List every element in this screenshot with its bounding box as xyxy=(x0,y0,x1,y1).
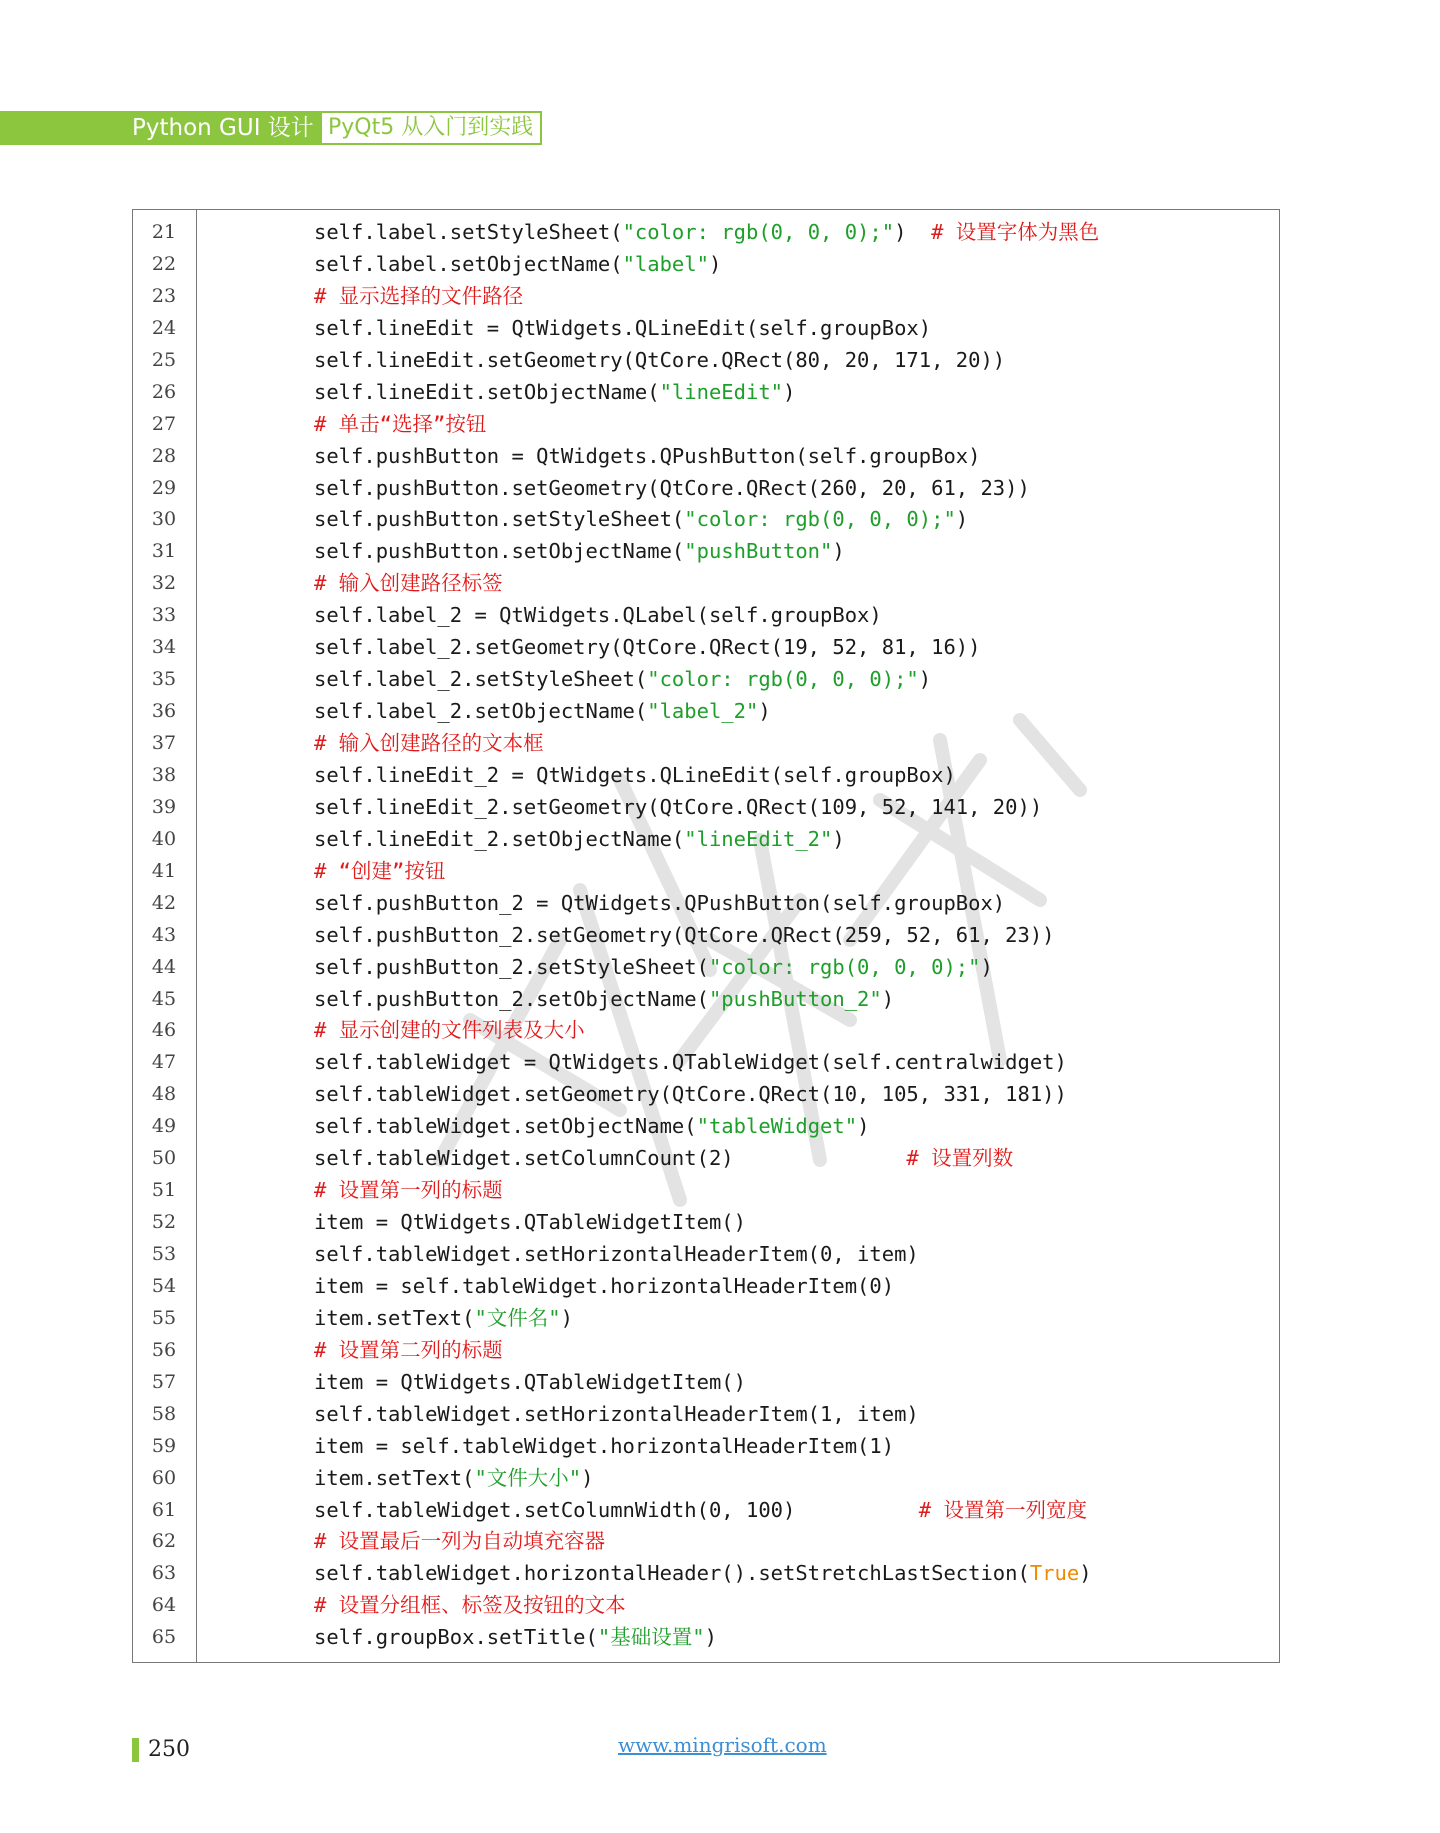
line-number: 38 xyxy=(151,763,177,786)
code-text xyxy=(314,728,544,760)
code-token: self.tableWidget.setColumnWidth(0, 100) xyxy=(314,1497,919,1522)
code-string: "文件大小" xyxy=(474,1465,582,1490)
code-token: self.pushButton_2.setStyleSheet( xyxy=(314,954,709,979)
line-number: 36 xyxy=(151,700,177,723)
code-text xyxy=(314,600,882,632)
code-line xyxy=(132,1111,1280,1143)
code-text xyxy=(314,1590,626,1622)
code-line xyxy=(132,345,1280,377)
line-number: 27 xyxy=(151,412,177,435)
code-token: self.label_2.setObjectName( xyxy=(314,699,648,724)
code-line xyxy=(132,696,1280,728)
code-line xyxy=(132,1303,1280,1335)
code-comment: # 设置分组框、标签及按钮的文本 xyxy=(314,1593,626,1618)
line-number: 60 xyxy=(151,1466,177,1489)
code-text xyxy=(314,345,1005,377)
code-string: "文件名" xyxy=(474,1305,561,1330)
code-line xyxy=(132,1175,1280,1207)
line-number: 26 xyxy=(151,380,177,403)
code-token: self.tableWidget.setHorizontalHeaderItem(1, item) xyxy=(314,1401,919,1426)
code-token: ) xyxy=(758,699,771,724)
code-text xyxy=(314,313,931,345)
code-line xyxy=(132,856,1280,888)
code-text xyxy=(314,568,503,600)
code-token: ) xyxy=(857,1114,870,1139)
code-line xyxy=(132,473,1280,505)
code-string: "label_2" xyxy=(647,699,759,724)
code-line xyxy=(132,409,1280,441)
line-number: 28 xyxy=(151,444,177,467)
code-text xyxy=(314,984,894,1016)
line-number: 32 xyxy=(151,572,177,595)
code-text xyxy=(314,1271,894,1303)
code-line xyxy=(132,377,1280,409)
line-number: 25 xyxy=(151,348,177,371)
code-comment: # 显示选择的文件路径 xyxy=(314,283,524,308)
code-line xyxy=(132,792,1280,824)
line-number: 63 xyxy=(151,1562,177,1585)
code-text xyxy=(314,1111,869,1143)
code-token: item.setText( xyxy=(314,1465,475,1490)
code-line xyxy=(132,600,1280,632)
code-token: ) xyxy=(708,251,722,276)
code-line xyxy=(132,441,1280,473)
code-text xyxy=(314,1047,1067,1079)
code-comment: # “创建”按钮 xyxy=(314,858,446,883)
code-text xyxy=(314,824,845,856)
code-token: self.tableWidget.horizontalHeader().setStretchLastSection( xyxy=(314,1561,1030,1586)
code-line xyxy=(132,313,1280,345)
code-text xyxy=(314,409,486,441)
code-string: "color: rgb(0, 0, 0);" xyxy=(684,507,956,532)
line-number: 23 xyxy=(151,284,177,307)
code-line xyxy=(132,504,1280,536)
line-number: 30 xyxy=(151,508,177,531)
code-line xyxy=(132,632,1280,664)
code-line xyxy=(132,1207,1280,1239)
code-token: ) xyxy=(881,986,895,1011)
code-token: self.lineEdit_2.setGeometry(QtCore.QRect(109, 52, 141, 20)) xyxy=(314,794,1043,819)
code-line xyxy=(132,1558,1280,1590)
line-number: 50 xyxy=(151,1147,177,1170)
code-text xyxy=(314,664,931,696)
code-token: self.lineEdit = QtWidgets.QLineEdit(self.groupBox) xyxy=(314,315,932,340)
code-token: self.groupBox.setTitle( xyxy=(314,1625,598,1650)
code-line xyxy=(132,1399,1280,1431)
code-token: self.tableWidget.setHorizontalHeaderItem(0, item) xyxy=(314,1242,919,1266)
code-string: "pushButton_2" xyxy=(708,986,882,1011)
code-string: "color: rgb(0, 0, 0);" xyxy=(622,220,895,244)
code-token: self.tableWidget.setGeometry(QtCore.QRect(10, 105, 331, 181)) xyxy=(314,1082,1067,1107)
code-text xyxy=(314,696,771,728)
code-text xyxy=(314,1015,585,1047)
code-text xyxy=(314,888,1005,920)
code-text xyxy=(314,1558,1092,1590)
line-number: 39 xyxy=(151,795,177,818)
code-line xyxy=(132,1463,1280,1495)
code-token: self.tableWidget.setColumnCount(2) xyxy=(314,1146,907,1171)
code-line xyxy=(132,281,1280,313)
code-line xyxy=(132,1526,1280,1558)
code-line xyxy=(132,1367,1280,1399)
code-text xyxy=(314,504,968,536)
line-number: 58 xyxy=(151,1402,177,1425)
running-header xyxy=(0,111,540,145)
code-token: ) xyxy=(783,379,796,404)
code-token: item.setText( xyxy=(314,1305,475,1330)
code-text xyxy=(314,536,845,568)
line-number: 45 xyxy=(151,987,177,1010)
code-comment: # 设置字体为黑色 xyxy=(931,220,1100,244)
code-line xyxy=(132,1495,1280,1527)
code-token: self.lineEdit_2 = QtWidgets.QLineEdit(self.groupBox) xyxy=(314,762,956,787)
code-text xyxy=(314,1367,746,1399)
line-number: 54 xyxy=(151,1274,177,1297)
line-number: 51 xyxy=(151,1179,177,1202)
code-string: "color: rgb(0, 0, 0);" xyxy=(708,954,981,979)
code-text xyxy=(314,281,523,313)
code-comment: # 设置最后一列为自动填充容器 xyxy=(314,1529,606,1554)
line-number: 37 xyxy=(151,732,177,754)
code-token: self.pushButton.setGeometry(QtCore.QRect(260, 20, 61, 23)) xyxy=(314,475,1030,500)
code-listing xyxy=(132,217,1280,1654)
code-string: "color: rgb(0, 0, 0);" xyxy=(647,667,919,692)
code-token: self.pushButton = QtWidgets.QPushButton(self.groupBox) xyxy=(314,443,981,468)
code-token: self.label_2.setStyleSheet( xyxy=(314,667,648,692)
code-text xyxy=(314,1335,503,1367)
code-comment: # 设置第一列的标题 xyxy=(314,1178,503,1203)
code-token: self.tableWidget.setObjectName( xyxy=(314,1114,697,1139)
code-text xyxy=(314,760,956,792)
code-line xyxy=(132,217,1280,249)
code-text xyxy=(314,1207,746,1239)
code-line xyxy=(132,1335,1280,1367)
code-token: self.pushButton.setObjectName( xyxy=(314,539,685,564)
code-line xyxy=(132,1431,1280,1463)
code-keyword: True xyxy=(1029,1561,1080,1586)
code-text xyxy=(314,920,1055,952)
code-string: "tableWidget" xyxy=(696,1114,858,1139)
code-line xyxy=(132,1590,1280,1622)
code-line xyxy=(132,1622,1280,1654)
page-number-marker xyxy=(132,1738,139,1762)
code-text xyxy=(314,441,980,473)
line-number: 48 xyxy=(151,1083,177,1106)
code-line xyxy=(132,888,1280,920)
code-string: "lineEdit_2" xyxy=(684,826,833,851)
code-token: ) xyxy=(980,954,993,979)
line-number: 24 xyxy=(151,316,177,339)
code-token: item = self.tableWidget.horizontalHeaderItem(1) xyxy=(314,1433,895,1458)
line-number: 29 xyxy=(151,476,177,499)
book-subtitle: PyQt5 从入门到实践 xyxy=(328,115,534,140)
header-subtitle-block xyxy=(320,111,542,145)
code-text xyxy=(314,632,980,664)
line-number: 33 xyxy=(151,604,177,627)
code-text xyxy=(314,1495,1087,1527)
code-token: self.label.setObjectName( xyxy=(314,251,623,276)
code-token: ) xyxy=(704,1625,717,1650)
code-token: self.label.setStyleSheet( xyxy=(314,220,623,244)
code-token: ) xyxy=(560,1305,573,1330)
line-number: 44 xyxy=(151,955,177,978)
book-title: Python GUI 设计 xyxy=(132,115,314,141)
code-token: ) xyxy=(918,667,932,692)
code-comment: # 设置列数 xyxy=(906,1146,1014,1171)
line-number: 46 xyxy=(151,1019,177,1042)
page-number: 250 xyxy=(148,1737,190,1762)
code-comment: # 设置第一列宽度 xyxy=(918,1497,1087,1522)
code-line xyxy=(132,1047,1280,1079)
code-text xyxy=(314,1143,1013,1175)
line-number: 35 xyxy=(151,668,177,691)
code-line xyxy=(132,664,1280,696)
code-token: self.pushButton_2.setObjectName( xyxy=(314,986,709,1011)
code-comment: # 输入创建路径标签 xyxy=(314,571,503,596)
line-number: 43 xyxy=(151,923,177,946)
code-line xyxy=(132,1271,1280,1303)
code-line xyxy=(132,1015,1280,1047)
code-line xyxy=(132,568,1280,600)
code-token: self.pushButton.setStyleSheet( xyxy=(314,507,685,532)
line-number: 41 xyxy=(151,859,177,882)
code-token: ) xyxy=(832,826,845,851)
line-number: 22 xyxy=(151,252,177,275)
code-token: self.lineEdit.setGeometry(QtCore.QRect(80, 20, 171, 20)) xyxy=(314,347,1006,372)
code-line xyxy=(132,952,1280,984)
code-line xyxy=(132,1143,1280,1175)
code-line xyxy=(132,1079,1280,1111)
line-number: 53 xyxy=(151,1243,177,1265)
code-text xyxy=(314,1463,593,1495)
line-number: 65 xyxy=(151,1626,177,1649)
code-text xyxy=(314,1079,1067,1111)
line-number: 55 xyxy=(151,1306,177,1329)
code-text xyxy=(314,1239,919,1271)
code-line xyxy=(132,536,1280,568)
line-number: 61 xyxy=(151,1498,177,1521)
code-string: "label" xyxy=(622,251,709,276)
code-comment: # 单击“选择”按钮 xyxy=(314,411,487,436)
code-string: "lineEdit" xyxy=(659,379,783,404)
code-text xyxy=(314,1622,717,1654)
code-string: "基础设置" xyxy=(597,1625,705,1650)
code-token: ) xyxy=(581,1465,594,1490)
code-token: self.pushButton_2 = QtWidgets.QPushButton(self.groupBox) xyxy=(314,890,1006,915)
code-token: ) xyxy=(832,539,845,564)
code-text xyxy=(314,1175,503,1207)
code-text xyxy=(314,217,1099,249)
code-text xyxy=(314,952,993,984)
code-token: item = self.tableWidget.horizontalHeaderItem(0) xyxy=(314,1273,895,1298)
website-link[interactable]: www.mingrisoft.com xyxy=(618,1733,827,1757)
line-number: 56 xyxy=(151,1338,177,1361)
line-number: 59 xyxy=(151,1434,177,1457)
code-text xyxy=(314,1431,894,1463)
code-text xyxy=(314,1399,919,1431)
code-line xyxy=(132,1239,1280,1271)
line-number: 47 xyxy=(151,1051,177,1074)
line-number: 31 xyxy=(151,540,177,563)
code-text xyxy=(314,1303,573,1335)
code-token: self.tableWidget = QtWidgets.QTableWidget(self.centralwidget) xyxy=(314,1050,1067,1075)
code-text xyxy=(314,856,445,888)
code-line xyxy=(132,984,1280,1016)
line-number: 64 xyxy=(151,1594,177,1617)
code-comment: # 显示创建的文件列表及大小 xyxy=(314,1018,585,1043)
code-line xyxy=(132,760,1280,792)
code-comment: # 输入创建路径的文本框 xyxy=(314,731,544,755)
code-token: item = QtWidgets.QTableWidgetItem() xyxy=(314,1210,746,1235)
code-token: ) xyxy=(955,507,969,532)
code-token: self.lineEdit.setObjectName( xyxy=(314,379,660,404)
code-text xyxy=(314,377,795,409)
line-number: 34 xyxy=(151,636,177,659)
code-token: self.label_2.setGeometry(QtCore.QRect(19, 52, 81, 16)) xyxy=(314,635,981,660)
code-token: self.label_2 = QtWidgets.QLabel(self.groupBox) xyxy=(314,603,882,628)
code-token: ) xyxy=(1079,1561,1092,1586)
code-text xyxy=(314,1526,605,1558)
code-token: self.pushButton_2.setGeometry(QtCore.QRect(259, 52, 61, 23)) xyxy=(314,922,1055,947)
line-number: 40 xyxy=(151,827,177,850)
line-number: 49 xyxy=(151,1115,177,1138)
code-comment: # 设置第二列的标题 xyxy=(314,1337,503,1362)
line-number: 57 xyxy=(151,1370,177,1393)
line-number: 62 xyxy=(151,1530,177,1553)
code-token: ) xyxy=(894,220,932,244)
header-title-block xyxy=(0,111,320,145)
code-line xyxy=(132,824,1280,856)
line-number: 21 xyxy=(151,221,177,243)
line-number: 52 xyxy=(151,1211,177,1234)
code-line xyxy=(132,249,1280,281)
code-string: "pushButton" xyxy=(684,539,833,564)
code-text xyxy=(314,792,1042,824)
code-token: self.lineEdit_2.setObjectName( xyxy=(314,826,685,851)
code-text xyxy=(314,249,721,281)
code-line xyxy=(132,728,1280,760)
code-line xyxy=(132,920,1280,952)
code-token: item = QtWidgets.QTableWidgetItem() xyxy=(314,1369,746,1394)
line-number: 42 xyxy=(151,891,177,914)
code-text xyxy=(314,473,1030,505)
